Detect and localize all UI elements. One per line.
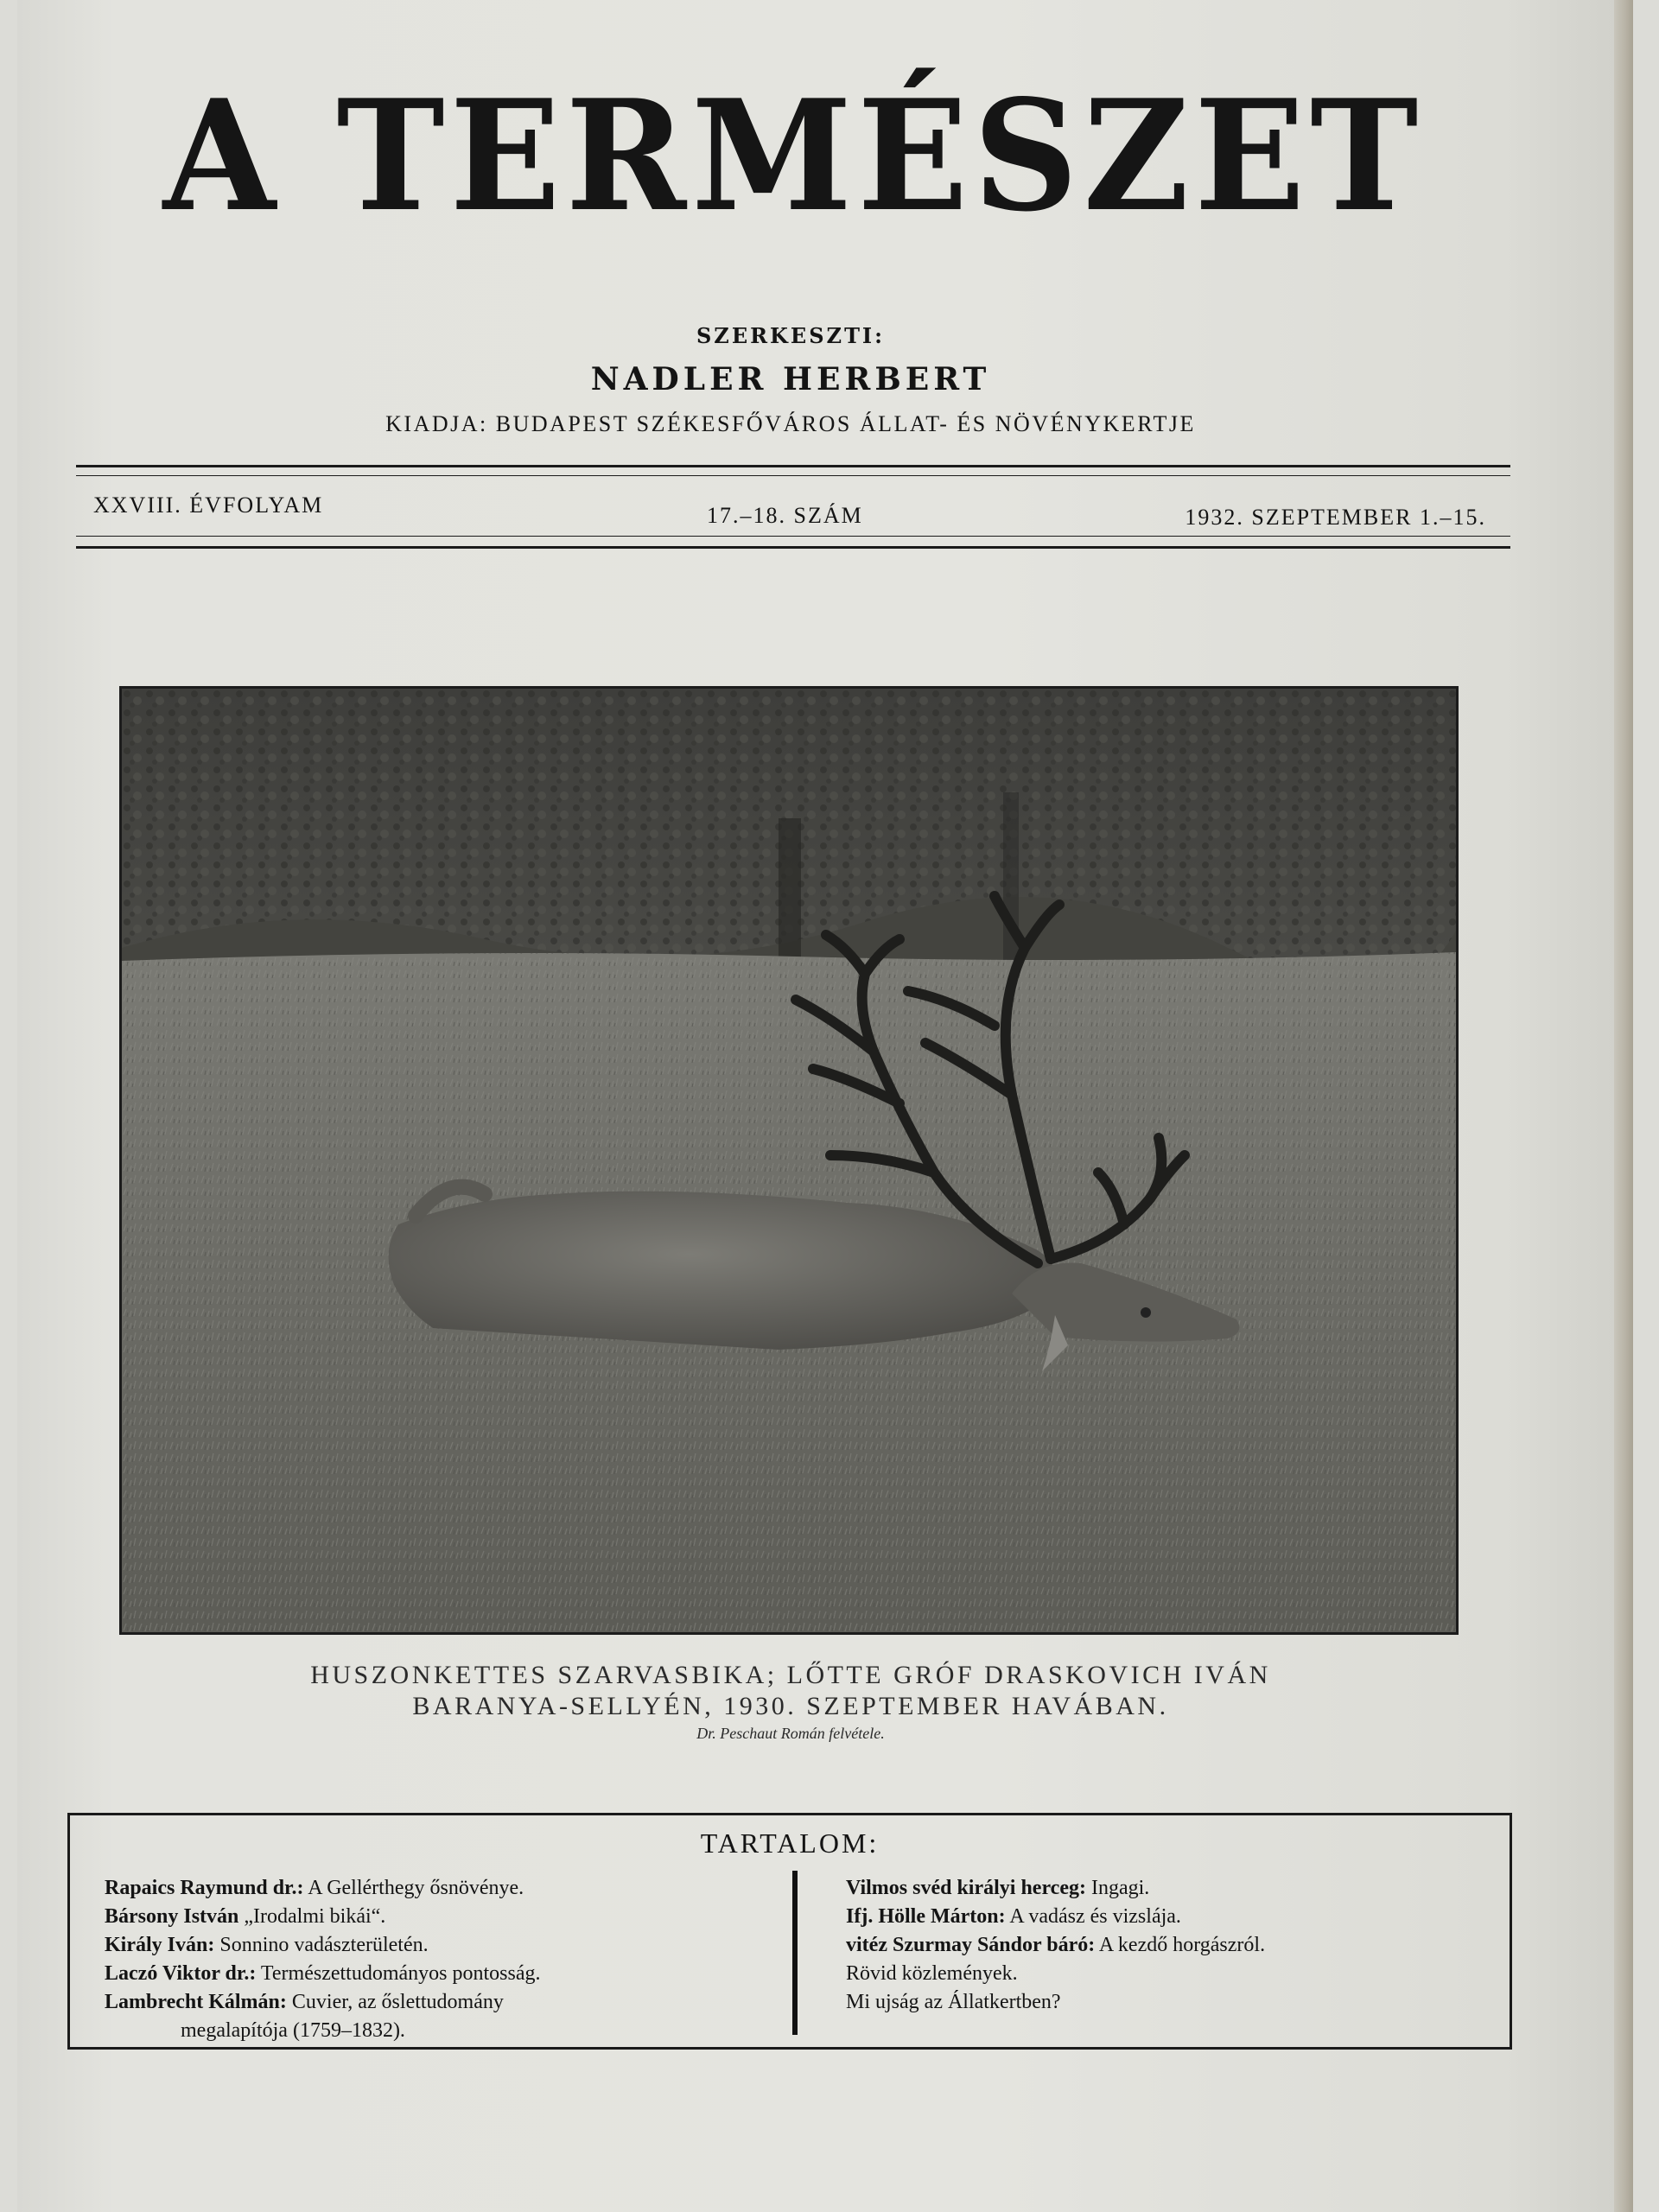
toc-article-title: A kezdő horgászról. [1098, 1934, 1266, 1956]
toc-article-title: Mi ujság az Állatkertben? [846, 1991, 1061, 2013]
toc-author: Király Iván: [105, 1934, 215, 1956]
editor-name: NADLER HERBERT [590, 361, 991, 397]
volume-label: XXVIII. ÉVFOLYAM [93, 493, 324, 518]
publisher-line: KIADJA: BUDAPEST SZÉKESFŐVÁROS ÁLLAT- ÉS NÖVÉNYKERTJE [385, 411, 1196, 436]
toc-article-title: Természettudományos pontosság. [260, 1962, 541, 1985]
toc-article-title-continued: megalapítója (1759–1832). [181, 2019, 405, 2042]
toc-author: Ifj. Hölle Márton: [846, 1905, 1006, 1928]
toc-article-title: „Irodalmi bikái“. [244, 1905, 386, 1928]
cover-photo [119, 686, 1459, 1635]
toc-item [105, 1903, 779, 1931]
toc-article-title: A Gellérthegy ősnövénye. [308, 1877, 524, 1899]
photo-credit: Dr. Peschaut Román felvétele. [696, 1725, 885, 1742]
toc-divider [792, 1871, 798, 2035]
toc-item [105, 1874, 779, 1903]
issue-date: 1932. SZEPTEMBER 1.–15. [1185, 505, 1486, 530]
toc-item [846, 1960, 1485, 1988]
toc-author: vitéz Szurmay Sándor báró: [846, 1934, 1096, 1956]
magazine-page [17, 0, 1633, 2212]
toc-item [105, 1988, 779, 2045]
toc-item [846, 1931, 1485, 1960]
toc-article-title: Ingagi. [1090, 1877, 1150, 1899]
page-spine-edge [1614, 0, 1633, 2212]
toc-author: Rapaics Raymund dr.: [105, 1877, 304, 1899]
toc-item [846, 1903, 1485, 1931]
rule-bottom-thick [76, 546, 1510, 549]
stag-photo-illustration [122, 689, 1456, 1632]
toc-column-right [846, 1874, 1485, 2017]
toc-item [846, 1988, 1485, 2017]
toc-article-title: Sonnino vadászterületén. [219, 1934, 429, 1956]
rule-bottom-thin [76, 536, 1510, 537]
table-of-contents [67, 1813, 1512, 2050]
toc-article-title: Rövid közlemények. [846, 1962, 1018, 1985]
toc-author: Vilmos svéd királyi herceg: [846, 1877, 1086, 1899]
toc-item [105, 1960, 779, 1988]
toc-item [846, 1874, 1485, 1903]
issue-number: 17.–18. SZÁM [707, 503, 863, 528]
photo-caption-line1: HUSZONKETTES SZARVASBIKA; LŐTTE GRÓF DRASKOVICH IVÁN [310, 1661, 1271, 1689]
toc-item [105, 1931, 779, 1960]
editor-label: SZERKESZTI: [696, 323, 886, 348]
rule-top-thick [76, 465, 1510, 467]
toc-article-title: Cuvier, az őslettudomány [291, 1991, 504, 2013]
photo-caption-line2: BARANYA-SELLYÉN, 1930. SZEPTEMBER HAVÁBAN. [412, 1692, 1169, 1720]
toc-author: Lambrecht Kálmán: [105, 1991, 287, 2013]
issue-info-row [76, 493, 1510, 530]
toc-title: TARTALOM: [700, 1827, 880, 1859]
toc-column-left [105, 1874, 779, 2045]
toc-author: Laczó Viktor dr.: [105, 1962, 257, 1985]
masthead-title: A TERMÉSZET [162, 66, 1424, 245]
toc-article-title: A vadász és vizslája. [1009, 1905, 1181, 1928]
rule-top-thin [76, 475, 1510, 476]
toc-author: Bársony István [105, 1905, 239, 1928]
